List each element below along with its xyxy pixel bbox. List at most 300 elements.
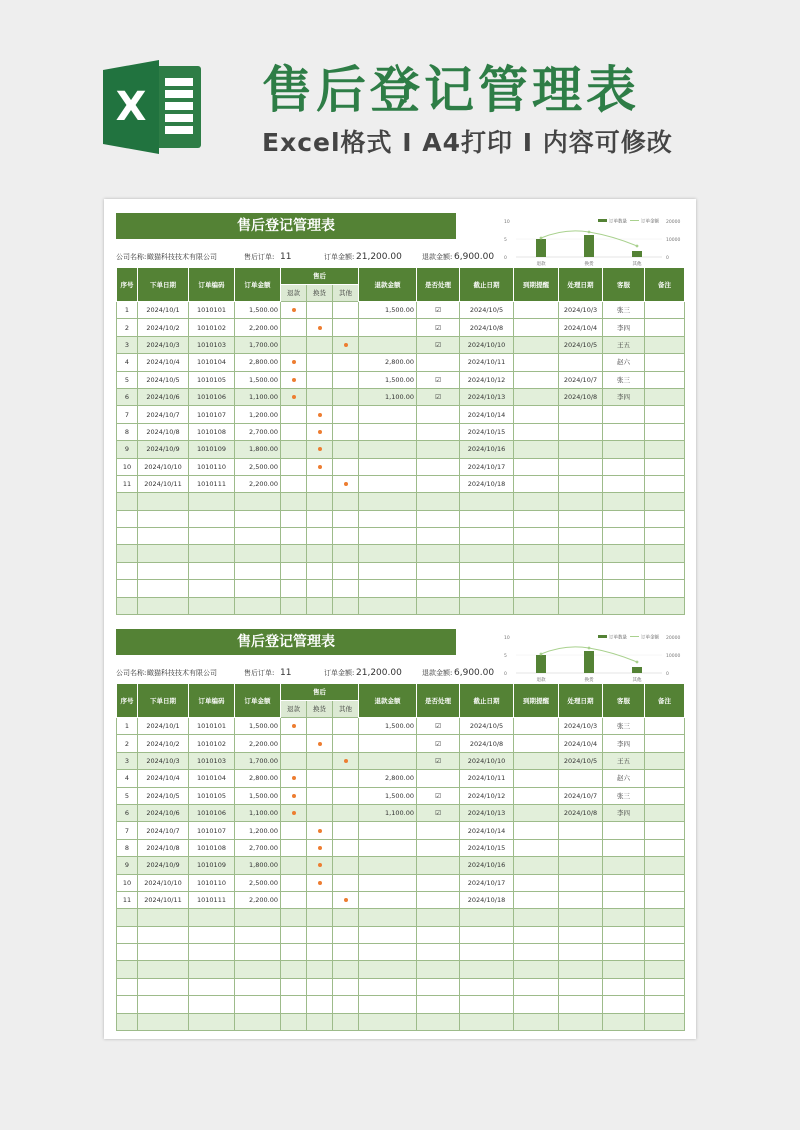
mark-refund[interactable] [281, 891, 307, 908]
processed-check[interactable] [417, 874, 460, 891]
due-reminder[interactable] [514, 354, 559, 371]
remark[interactable] [645, 319, 685, 336]
refund-amount[interactable]: 2,800.00 [359, 354, 417, 371]
mark-other[interactable] [333, 770, 359, 787]
mark-other[interactable] [333, 458, 359, 475]
processed-check[interactable] [417, 493, 460, 510]
remark[interactable] [645, 336, 685, 353]
row-no[interactable]: 5 [117, 787, 138, 804]
mark-refund[interactable] [281, 406, 307, 423]
order-amount[interactable] [235, 562, 281, 579]
agent-name[interactable]: 张三 [603, 371, 645, 388]
handled-date[interactable]: 2024/10/7 [559, 371, 603, 388]
due-reminder[interactable] [514, 735, 559, 752]
row-no[interactable] [117, 510, 138, 527]
mark-other[interactable] [333, 475, 359, 492]
deadline-date[interactable] [460, 562, 514, 579]
order-amount[interactable]: 1,800.00 [235, 441, 281, 458]
order-date[interactable]: 2024/10/10 [138, 874, 189, 891]
order-amount[interactable]: 1,500.00 [235, 718, 281, 735]
order-amount[interactable]: 2,200.00 [235, 475, 281, 492]
agent-name[interactable] [603, 839, 645, 856]
agent-name[interactable]: 张三 [603, 718, 645, 735]
order-amount[interactable] [235, 580, 281, 597]
deadline-date[interactable]: 2024/10/13 [460, 388, 514, 405]
row-no[interactable] [117, 996, 138, 1013]
deadline-date[interactable]: 2024/10/14 [460, 822, 514, 839]
deadline-date[interactable]: 2024/10/18 [460, 891, 514, 908]
mark-refund[interactable] [281, 752, 307, 769]
mark-refund[interactable] [281, 423, 307, 440]
row-no[interactable] [117, 493, 138, 510]
due-reminder[interactable] [514, 580, 559, 597]
agent-name[interactable] [603, 475, 645, 492]
order-date[interactable]: 2024/10/9 [138, 441, 189, 458]
due-reminder[interactable] [514, 562, 559, 579]
agent-name[interactable] [603, 926, 645, 943]
deadline-date[interactable] [460, 597, 514, 614]
processed-check[interactable] [417, 1013, 460, 1030]
order-code[interactable] [189, 944, 235, 961]
refund-amount[interactable] [359, 528, 417, 545]
remark[interactable] [645, 804, 685, 821]
mark-other[interactable] [333, 441, 359, 458]
handled-date[interactable] [559, 528, 603, 545]
deadline-date[interactable] [460, 493, 514, 510]
row-no[interactable] [117, 978, 138, 995]
row-no[interactable] [117, 944, 138, 961]
mark-other[interactable] [333, 580, 359, 597]
remark[interactable] [645, 718, 685, 735]
mark-exchange[interactable] [307, 388, 333, 405]
refund-amount[interactable] [359, 822, 417, 839]
mark-other[interactable] [333, 804, 359, 821]
deadline-date[interactable]: 2024/10/16 [460, 857, 514, 874]
mark-other[interactable] [333, 562, 359, 579]
due-reminder[interactable] [514, 718, 559, 735]
refund-amount[interactable]: 1,500.00 [359, 302, 417, 319]
mark-refund[interactable] [281, 441, 307, 458]
processed-check[interactable] [417, 597, 460, 614]
handled-date[interactable]: 2024/10/3 [559, 302, 603, 319]
processed-check[interactable] [417, 510, 460, 527]
deadline-date[interactable] [460, 909, 514, 926]
mark-exchange[interactable] [307, 510, 333, 527]
mark-other[interactable] [333, 1013, 359, 1030]
processed-check[interactable] [417, 961, 460, 978]
remark[interactable] [645, 475, 685, 492]
refund-amount[interactable] [359, 510, 417, 527]
order-amount[interactable]: 1,700.00 [235, 752, 281, 769]
remark[interactable] [645, 770, 685, 787]
due-reminder[interactable] [514, 336, 559, 353]
row-no[interactable] [117, 961, 138, 978]
order-date[interactable]: 2024/10/5 [138, 371, 189, 388]
row-no[interactable]: 7 [117, 406, 138, 423]
remark[interactable] [645, 822, 685, 839]
refund-amount[interactable] [359, 735, 417, 752]
refund-amount[interactable] [359, 978, 417, 995]
processed-check[interactable] [417, 458, 460, 475]
order-amount[interactable] [235, 510, 281, 527]
row-no[interactable]: 3 [117, 336, 138, 353]
mark-exchange[interactable] [307, 423, 333, 440]
order-code[interactable] [189, 961, 235, 978]
agent-name[interactable] [603, 909, 645, 926]
due-reminder[interactable] [514, 510, 559, 527]
processed-check[interactable] [417, 441, 460, 458]
refund-amount[interactable] [359, 961, 417, 978]
processed-check[interactable] [417, 562, 460, 579]
processed-check[interactable] [417, 909, 460, 926]
mark-refund[interactable] [281, 944, 307, 961]
deadline-date[interactable]: 2024/10/17 [460, 874, 514, 891]
deadline-date[interactable] [460, 1013, 514, 1030]
remark[interactable] [645, 371, 685, 388]
mark-refund[interactable] [281, 804, 307, 821]
deadline-date[interactable]: 2024/10/16 [460, 441, 514, 458]
refund-amount[interactable]: 1,500.00 [359, 718, 417, 735]
order-date[interactable] [138, 909, 189, 926]
processed-check[interactable] [417, 926, 460, 943]
handled-date[interactable]: 2024/10/5 [559, 336, 603, 353]
order-date[interactable]: 2024/10/4 [138, 354, 189, 371]
refund-amount[interactable] [359, 597, 417, 614]
order-date[interactable] [138, 545, 189, 562]
mark-other[interactable] [333, 545, 359, 562]
remark[interactable] [645, 597, 685, 614]
agent-name[interactable] [603, 441, 645, 458]
mark-exchange[interactable] [307, 735, 333, 752]
refund-amount[interactable] [359, 475, 417, 492]
order-code[interactable]: 1010110 [189, 874, 235, 891]
order-code[interactable]: 1010108 [189, 423, 235, 440]
order-code[interactable] [189, 528, 235, 545]
order-amount[interactable]: 1,500.00 [235, 787, 281, 804]
handled-date[interactable] [559, 961, 603, 978]
order-date[interactable]: 2024/10/8 [138, 839, 189, 856]
order-date[interactable] [138, 996, 189, 1013]
refund-amount[interactable] [359, 839, 417, 856]
mark-other[interactable] [333, 718, 359, 735]
refund-amount[interactable] [359, 874, 417, 891]
order-code[interactable]: 1010109 [189, 857, 235, 874]
due-reminder[interactable] [514, 839, 559, 856]
remark[interactable] [645, 787, 685, 804]
order-amount[interactable] [235, 528, 281, 545]
order-amount[interactable]: 1,200.00 [235, 406, 281, 423]
row-no[interactable]: 2 [117, 319, 138, 336]
row-no[interactable]: 3 [117, 752, 138, 769]
due-reminder[interactable] [514, 822, 559, 839]
mark-exchange[interactable] [307, 909, 333, 926]
mark-exchange[interactable] [307, 718, 333, 735]
mark-exchange[interactable] [307, 752, 333, 769]
agent-name[interactable]: 赵六 [603, 354, 645, 371]
order-amount[interactable] [235, 597, 281, 614]
due-reminder[interactable] [514, 319, 559, 336]
mark-other[interactable] [333, 302, 359, 319]
order-code[interactable]: 1010107 [189, 406, 235, 423]
processed-check[interactable]: ☑ [417, 718, 460, 735]
processed-check[interactable]: ☑ [417, 302, 460, 319]
order-date[interactable]: 2024/10/7 [138, 406, 189, 423]
due-reminder[interactable] [514, 770, 559, 787]
order-date[interactable] [138, 978, 189, 995]
processed-check[interactable] [417, 891, 460, 908]
mark-exchange[interactable] [307, 562, 333, 579]
agent-name[interactable] [603, 510, 645, 527]
due-reminder[interactable] [514, 874, 559, 891]
order-date[interactable] [138, 510, 189, 527]
row-no[interactable]: 6 [117, 388, 138, 405]
order-amount[interactable]: 1,100.00 [235, 804, 281, 821]
processed-check[interactable] [417, 978, 460, 995]
deadline-date[interactable]: 2024/10/11 [460, 354, 514, 371]
order-amount[interactable] [235, 493, 281, 510]
row-no[interactable]: 9 [117, 441, 138, 458]
row-no[interactable] [117, 562, 138, 579]
due-reminder[interactable] [514, 441, 559, 458]
order-amount[interactable] [235, 944, 281, 961]
order-date[interactable] [138, 926, 189, 943]
row-no[interactable]: 1 [117, 718, 138, 735]
mark-other[interactable] [333, 787, 359, 804]
due-reminder[interactable] [514, 388, 559, 405]
order-date[interactable] [138, 493, 189, 510]
row-no[interactable]: 5 [117, 371, 138, 388]
order-date[interactable]: 2024/10/6 [138, 804, 189, 821]
row-no[interactable]: 10 [117, 458, 138, 475]
mark-refund[interactable] [281, 354, 307, 371]
deadline-date[interactable]: 2024/10/18 [460, 475, 514, 492]
refund-amount[interactable] [359, 423, 417, 440]
mark-exchange[interactable] [307, 597, 333, 614]
mark-refund[interactable] [281, 458, 307, 475]
remark[interactable] [645, 926, 685, 943]
agent-name[interactable]: 张三 [603, 302, 645, 319]
agent-name[interactable]: 李四 [603, 804, 645, 821]
order-code[interactable]: 1010104 [189, 354, 235, 371]
order-amount[interactable] [235, 961, 281, 978]
processed-check[interactable] [417, 822, 460, 839]
order-date[interactable] [138, 562, 189, 579]
agent-name[interactable] [603, 458, 645, 475]
refund-amount[interactable] [359, 441, 417, 458]
remark[interactable] [645, 857, 685, 874]
order-code[interactable]: 1010104 [189, 770, 235, 787]
agent-name[interactable]: 赵六 [603, 770, 645, 787]
agent-name[interactable] [603, 961, 645, 978]
mark-other[interactable] [333, 528, 359, 545]
order-date[interactable]: 2024/10/11 [138, 475, 189, 492]
handled-date[interactable] [559, 839, 603, 856]
row-no[interactable] [117, 1013, 138, 1030]
order-code[interactable]: 1010108 [189, 839, 235, 856]
order-code[interactable]: 1010105 [189, 371, 235, 388]
mark-refund[interactable] [281, 388, 307, 405]
remark[interactable] [645, 423, 685, 440]
remark[interactable] [645, 752, 685, 769]
processed-check[interactable]: ☑ [417, 371, 460, 388]
mark-exchange[interactable] [307, 891, 333, 908]
deadline-date[interactable]: 2024/10/12 [460, 371, 514, 388]
agent-name[interactable] [603, 874, 645, 891]
deadline-date[interactable] [460, 545, 514, 562]
order-amount[interactable]: 2,500.00 [235, 874, 281, 891]
due-reminder[interactable] [514, 961, 559, 978]
order-date[interactable]: 2024/10/3 [138, 336, 189, 353]
handled-date[interactable] [559, 874, 603, 891]
due-reminder[interactable] [514, 752, 559, 769]
mark-refund[interactable] [281, 857, 307, 874]
order-code[interactable] [189, 562, 235, 579]
order-code[interactable] [189, 996, 235, 1013]
mark-refund[interactable] [281, 302, 307, 319]
deadline-date[interactable]: 2024/10/14 [460, 406, 514, 423]
agent-name[interactable]: 李四 [603, 735, 645, 752]
mark-refund[interactable] [281, 493, 307, 510]
handled-date[interactable] [559, 891, 603, 908]
mark-other[interactable] [333, 874, 359, 891]
handled-date[interactable]: 2024/10/7 [559, 787, 603, 804]
order-code[interactable] [189, 926, 235, 943]
handled-date[interactable] [559, 510, 603, 527]
handled-date[interactable] [559, 944, 603, 961]
order-amount[interactable]: 2,200.00 [235, 735, 281, 752]
processed-check[interactable]: ☑ [417, 336, 460, 353]
order-amount[interactable]: 1,200.00 [235, 822, 281, 839]
row-no[interactable]: 1 [117, 302, 138, 319]
due-reminder[interactable] [514, 909, 559, 926]
remark[interactable] [645, 441, 685, 458]
processed-check[interactable] [417, 944, 460, 961]
agent-name[interactable] [603, 996, 645, 1013]
mark-refund[interactable] [281, 1013, 307, 1030]
due-reminder[interactable] [514, 944, 559, 961]
order-amount[interactable]: 1,100.00 [235, 388, 281, 405]
deadline-date[interactable] [460, 996, 514, 1013]
mark-refund[interactable] [281, 978, 307, 995]
order-code[interactable] [189, 493, 235, 510]
row-no[interactable]: 6 [117, 804, 138, 821]
mark-refund[interactable] [281, 770, 307, 787]
refund-amount[interactable] [359, 458, 417, 475]
remark[interactable] [645, 1013, 685, 1030]
due-reminder[interactable] [514, 787, 559, 804]
processed-check[interactable] [417, 839, 460, 856]
order-amount[interactable] [235, 1013, 281, 1030]
order-date[interactable]: 2024/10/8 [138, 423, 189, 440]
processed-check[interactable] [417, 475, 460, 492]
order-amount[interactable]: 2,800.00 [235, 354, 281, 371]
order-date[interactable]: 2024/10/9 [138, 857, 189, 874]
deadline-date[interactable]: 2024/10/13 [460, 804, 514, 821]
remark[interactable] [645, 839, 685, 856]
mark-refund[interactable] [281, 336, 307, 353]
due-reminder[interactable] [514, 371, 559, 388]
processed-check[interactable] [417, 423, 460, 440]
remark[interactable] [645, 735, 685, 752]
order-date[interactable]: 2024/10/4 [138, 770, 189, 787]
order-code[interactable]: 1010102 [189, 319, 235, 336]
handled-date[interactable]: 2024/10/5 [559, 752, 603, 769]
remark[interactable] [645, 354, 685, 371]
mark-other[interactable] [333, 510, 359, 527]
mark-other[interactable] [333, 493, 359, 510]
mark-refund[interactable] [281, 510, 307, 527]
mark-exchange[interactable] [307, 371, 333, 388]
agent-name[interactable] [603, 580, 645, 597]
row-no[interactable]: 4 [117, 770, 138, 787]
order-amount[interactable]: 1,500.00 [235, 302, 281, 319]
due-reminder[interactable] [514, 423, 559, 440]
mark-refund[interactable] [281, 528, 307, 545]
row-no[interactable]: 8 [117, 839, 138, 856]
mark-refund[interactable] [281, 475, 307, 492]
order-date[interactable]: 2024/10/1 [138, 718, 189, 735]
mark-other[interactable] [333, 354, 359, 371]
handled-date[interactable] [559, 857, 603, 874]
mark-exchange[interactable] [307, 354, 333, 371]
mark-other[interactable] [333, 735, 359, 752]
mark-exchange[interactable] [307, 1013, 333, 1030]
handled-date[interactable] [559, 822, 603, 839]
refund-amount[interactable] [359, 580, 417, 597]
mark-other[interactable] [333, 319, 359, 336]
agent-name[interactable]: 王五 [603, 336, 645, 353]
mark-other[interactable] [333, 822, 359, 839]
handled-date[interactable]: 2024/10/4 [559, 735, 603, 752]
mark-exchange[interactable] [307, 874, 333, 891]
agent-name[interactable] [603, 1013, 645, 1030]
order-amount[interactable]: 2,200.00 [235, 319, 281, 336]
mark-exchange[interactable] [307, 822, 333, 839]
order-date[interactable]: 2024/10/1 [138, 302, 189, 319]
due-reminder[interactable] [514, 493, 559, 510]
mark-other[interactable] [333, 996, 359, 1013]
row-no[interactable]: 7 [117, 822, 138, 839]
mark-exchange[interactable] [307, 406, 333, 423]
processed-check[interactable]: ☑ [417, 319, 460, 336]
refund-amount[interactable] [359, 319, 417, 336]
agent-name[interactable]: 王五 [603, 752, 645, 769]
order-amount[interactable]: 1,800.00 [235, 857, 281, 874]
order-amount[interactable]: 1,500.00 [235, 371, 281, 388]
mark-refund[interactable] [281, 735, 307, 752]
order-date[interactable]: 2024/10/2 [138, 319, 189, 336]
remark[interactable] [645, 562, 685, 579]
due-reminder[interactable] [514, 926, 559, 943]
mark-refund[interactable] [281, 909, 307, 926]
due-reminder[interactable] [514, 475, 559, 492]
remark[interactable] [645, 388, 685, 405]
order-date[interactable] [138, 1013, 189, 1030]
processed-check[interactable] [417, 770, 460, 787]
row-no[interactable]: 10 [117, 874, 138, 891]
mark-other[interactable] [333, 961, 359, 978]
processed-check[interactable] [417, 406, 460, 423]
remark[interactable] [645, 493, 685, 510]
order-amount[interactable]: 2,800.00 [235, 770, 281, 787]
order-date[interactable]: 2024/10/2 [138, 735, 189, 752]
agent-name[interactable] [603, 597, 645, 614]
remark[interactable] [645, 545, 685, 562]
order-date[interactable] [138, 580, 189, 597]
order-amount[interactable]: 1,700.00 [235, 336, 281, 353]
order-amount[interactable] [235, 996, 281, 1013]
row-no[interactable]: 11 [117, 891, 138, 908]
